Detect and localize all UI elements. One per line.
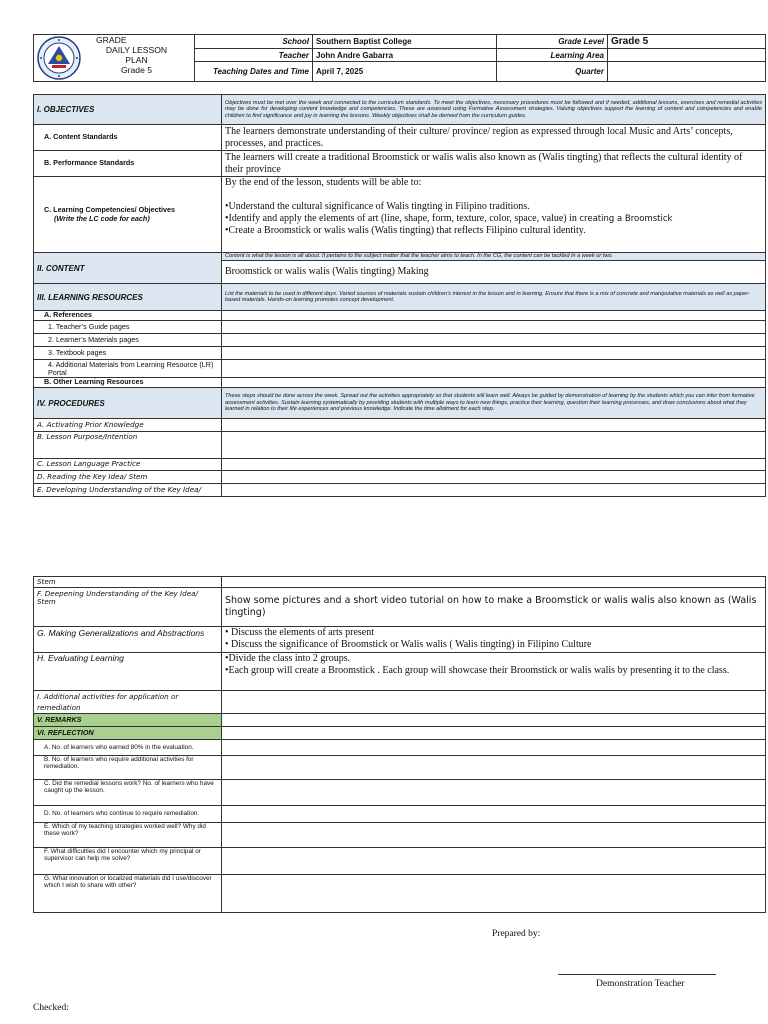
- reflection-e-label: E. Which of my teaching strategies worked well? Why did these work?: [34, 823, 222, 848]
- proc-a-label: A. Activating Prior Knowledge: [34, 419, 222, 432]
- title-daily-lesson: DAILY LESSON: [105, 45, 168, 55]
- school-label: School: [195, 35, 313, 49]
- lr-portal-label: 4. Additional Materials from Learning Resource (LR) Portal: [34, 360, 222, 378]
- title-grade-value: Grade 5: [120, 65, 153, 75]
- proc-f-label: F. Deepening Understanding of the Key Idea/ Stem: [34, 588, 222, 627]
- competencies-title: C. Learning Competencies/ Objectives: [44, 205, 176, 215]
- other-resources-value: [222, 378, 766, 388]
- proc-c-value: [222, 459, 766, 471]
- resources-heading: III. LEARNING RESOURCES: [34, 284, 222, 311]
- proc-g-label: G. Making Generalizations and Abstractions: [34, 627, 222, 653]
- reflection-c-label: C. Did the remedial lessons work? No. of learners who have caught up the lesson.: [34, 780, 222, 806]
- other-resources-label: B. Other Learning Resources: [34, 378, 222, 388]
- reflection-a-label: A. No. of learners who earned 80% in the evaluation.: [34, 740, 222, 756]
- content-standards-label: A. Content Standards: [34, 125, 222, 151]
- reflection-f-label: F. What difficulties did I encounter which my principal or supervisor can help me solve?: [34, 848, 222, 875]
- reflection-value: [222, 727, 766, 740]
- reflection-d-value: [222, 806, 766, 823]
- proc-b-label: B. Lesson Purpose/Intention: [34, 432, 222, 459]
- proc-d-label: D. Reading the Key Idea/ Stem: [34, 471, 222, 484]
- resources-note: List the materials to be used in different days. Varied sources of materials sustain children’s interest in the lesson and in learning. Ensure that there is a mix of concrete and manipulative materials as well as paper-based materials. Hands-on learning promotes concept development.: [222, 284, 766, 311]
- reflection-g-label: G. What innovation or localized materials did I use/discover which I wish to share with other?: [34, 875, 222, 913]
- reflection-d-label: D. No. of learners who continue to require remediation.: [34, 806, 222, 823]
- content-value: Broomstick or walis walis (Walis tingting) Making: [222, 261, 766, 284]
- reflection-g-value: [222, 875, 766, 913]
- competency-item-2: [225, 213, 762, 225]
- deped-seal-icon: [37, 36, 81, 80]
- lm-pages-label: 2. Learner’s Materials pages: [34, 334, 222, 347]
- competency-item-1: •Understand the cultural significance of Walis tingting in Filipino traditions.: [225, 201, 530, 212]
- reflection-heading: VI. REFLECTION: [34, 727, 222, 740]
- grade-level-value: Grade 5: [608, 35, 766, 49]
- reflection-b-label: B. No. of learners who require additional activities for remediation.: [34, 756, 222, 780]
- proc-i-value: [222, 691, 766, 714]
- references-value: [222, 311, 766, 321]
- proc-h-value: [222, 653, 766, 691]
- learning-area-value: [608, 49, 766, 62]
- signature-line: [558, 974, 716, 975]
- tg-pages-label: 1. Teacher’s Guide pages: [34, 321, 222, 334]
- proc-g-line-1: • Discuss the elements of arts present: [225, 627, 375, 638]
- reflection-f-value: [222, 848, 766, 875]
- competency-item-2-text: •Identify and apply the elements of art (line, shape, form, texture, color, space, value) in: [225, 213, 580, 224]
- proc-e-cont-value: [222, 577, 766, 588]
- proc-a-value: [222, 419, 766, 432]
- proc-d-value: [222, 471, 766, 484]
- proc-g-value: [222, 627, 766, 653]
- quarter-label: Quarter: [497, 62, 608, 82]
- proc-e-value: [222, 484, 766, 497]
- competencies-value: [222, 177, 766, 253]
- demonstration-teacher-label: Demonstration Teacher: [596, 979, 685, 989]
- proc-b-value: [222, 432, 766, 459]
- lr-portal-value: [222, 360, 766, 378]
- dlp-title: [84, 35, 189, 75]
- dates-value: April 7, 2025: [313, 62, 497, 82]
- performance-standards-value: The learners will create a traditional Broomstick or walis walis also known as (Walis tingting) that reflects the cultural identity of their province: [222, 151, 766, 177]
- content-standards-value: The learners demonstrate understanding of their culture/ province/ region as expressed through local Music and Arts’ concepts, processes, and practices.: [222, 125, 766, 151]
- proc-h-label: H. Evaluating Learning: [34, 653, 222, 691]
- title-plan: PLAN: [125, 55, 148, 65]
- proc-f-value: Show some pictures and a short video tutorial on how to make a Broomstick or walis walis also known as (Walis tingting): [222, 588, 766, 627]
- objectives-heading: I. OBJECTIVES: [34, 95, 222, 125]
- procedures-heading: IV. PROCEDURES: [34, 388, 222, 419]
- header-title-cell: [34, 35, 195, 82]
- teacher-label: Teacher: [195, 49, 313, 62]
- lm-pages-value: [222, 334, 766, 347]
- competency-item-2-tail: creating a Broomstick: [579, 214, 673, 224]
- dates-label: Teaching Dates and Time: [195, 62, 313, 82]
- proc-g-line-2: • Discuss the significance of Broomstick or Walis walis ( Walis tingting) in Filipino Culture: [225, 639, 592, 650]
- proc-e-cont-label: Stem: [34, 577, 222, 588]
- proc-h-line-2: •Each group will create a Broomstick . Each group will showcase their Broomstick or walis walis by presenting it to the class.: [225, 665, 730, 676]
- performance-standards-label: B. Performance Standards: [34, 151, 222, 177]
- quarter-value: [608, 62, 766, 82]
- remarks-heading: V. REMARKS: [34, 714, 222, 727]
- proc-e-label: E. Developing Understanding of the Key Idea/: [34, 484, 222, 497]
- reflection-e-value: [222, 823, 766, 848]
- teacher-value: John Andre Gabarra: [313, 49, 497, 62]
- procedures-note: These steps should be done across the week. Spread out the activities appropriately so that students will learn well. Always be guided by demonstration of learning by the students which you can infer from formative assessment activities. Sustain learning systematically by providing students with multiple ways to learn new things, practice their learning, question their learning processes, and draw conclusions about what they learned in relation to their life experiences and previous knowledge. Indicate the time allotment for each step.: [222, 388, 766, 419]
- title-grade-line: GRADE: [96, 35, 127, 45]
- proc-i-label: I. Additional activities for application or remediation: [34, 691, 222, 714]
- header-table: [33, 34, 766, 82]
- grade-level-label: Grade Level: [497, 35, 608, 49]
- learning-area-label: Learning Area: [497, 49, 608, 62]
- references-label: A. References: [34, 311, 222, 321]
- textbook-pages-value: [222, 347, 766, 360]
- school-value: Southern Baptist College: [313, 35, 497, 49]
- reflection-a-value: [222, 740, 766, 756]
- proc-c-label: C. Lesson Language Practice: [34, 459, 222, 471]
- prepared-by-label: Prepared by:: [492, 929, 541, 939]
- lesson-plan-table-continued: [33, 576, 766, 913]
- objectives-note: Objectives must be met over the week and connected to the curriculum standards. To meet the objectives, necessary procedures must be followed and if needed, additional lessons, exercises and remedial activities may be done for developing content knowledge and competencies. These are assessed using Formative Assessment strategies. Valuing objectives support the learning of content and competencies and enable children to find significance and joy in learning the lessons. Weekly objectives shall be derived from the curriculum guides.: [222, 95, 766, 125]
- content-note: Content is what the lesson is all about. It pertains to the subject matter that the teacher aims to teach. In the CG, the content can be tackled in a week or two.: [222, 253, 766, 261]
- lesson-plan-table: [33, 94, 766, 497]
- proc-h-line-1: •Divide the class into 2 groups.: [225, 653, 351, 664]
- reflection-c-value: [222, 780, 766, 806]
- textbook-pages-label: 3. Textbook pages: [34, 347, 222, 360]
- competencies-sublabel: (Write the LC code for each): [54, 213, 150, 223]
- checked-label: Checked:: [33, 1003, 69, 1013]
- competency-item-3: •Create a Broomstick or walis walis (Walis tingting) that reflects Filipino cultural identity.: [225, 225, 586, 236]
- reflection-b-value: [222, 756, 766, 780]
- competencies-label: [34, 177, 222, 253]
- content-heading: II. CONTENT: [34, 253, 222, 284]
- remarks-value: [222, 714, 766, 727]
- tg-pages-value: [222, 321, 766, 334]
- competencies-intro: By the end of the lesson, students will be able to:: [225, 177, 422, 188]
